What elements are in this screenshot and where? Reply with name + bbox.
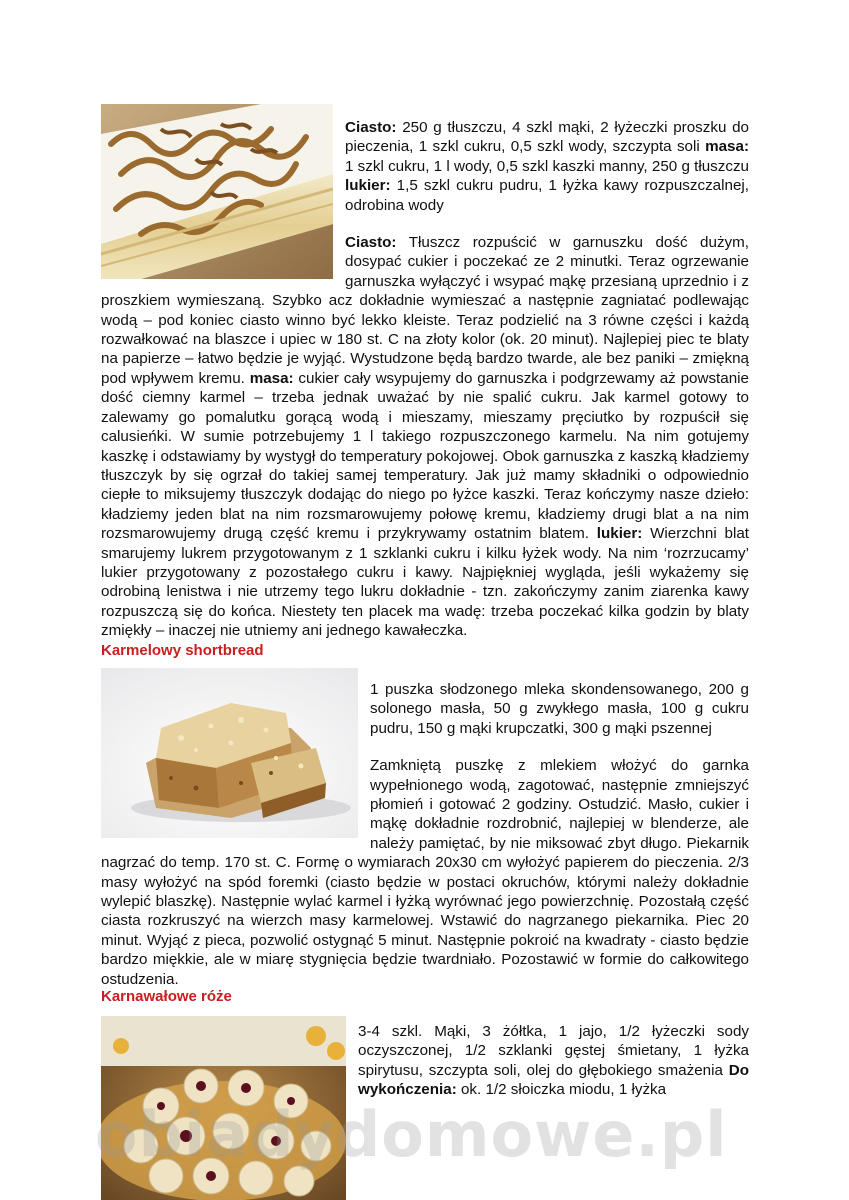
finish-label: Do wykończenia: [358, 1061, 749, 1099]
cake-photo [101, 104, 333, 279]
shortbread-ingredients: 1 puszka słodzonego mleka skondensowanego, 200 g solonego masła, 50 g zwykłego masła, 100 g cukru pudru, 150 g mąki krupczatki, 300 g mąki pszennej [370, 681, 749, 737]
masa-method-label: masa: [249, 369, 294, 387]
recipe-section-cake [101, 104, 749, 641]
ciasto-ingredients: 250 g tłuszczu, 4 szkl mąki, 2 łyżeczki proszku do pieczenia, 1 szkl cukru, 0,5 szkl wody, szczypta soli [345, 119, 749, 156]
ciasto-method-label: Ciasto: [345, 234, 397, 252]
recipe-section-shortbread [101, 668, 749, 989]
ciasto-method: Tłuszcz rozpuścić w garnuszku dość dużym, dosypać cukier i poczekać ze 2 minutki. Teraz ogrzewanie garnuszka wyłączyć i wsypać mąkę przesianą uprzednio i z proszkiem wymieszaną. Szybko acz dokładnie wymieszać a następnie zagniatać podlewając wodą – pod koniec ciasto winno być lekko kleiste. Teraz podzielić na 3 równe części i każdą rozwałkować na blaszce i upiec w 180 st. C na złoty kolor (ok. 20 minut). Najlepiej piec te blaty na papierze – łatwo będzie je wyjąć. Wystudzone będą bardzo twarde, ale bez paniki – zmiękną pod wpływem kremu. [101, 234, 749, 387]
shortbread-photo [101, 668, 358, 838]
recipe-title-roses: Karnawałowe róże [101, 988, 232, 1005]
lukier-label: lukier: [345, 177, 391, 195]
shortbread-method: Zamkniętą puszkę z mlekiem włożyć do garnka wypełnionego wodą, zagotować, następnie zmniejszyć płomień i gotować 2 godziny. Ostudzić. Masło, cukier i mąkę dokładnie rozdrobnić, najlepiej w blenderze, ale należy pamiętać, by nie miksować zbyt długo. Piekarnik nagrzać do temp. 170 st. C. Formę o wymiarach 20x30 cm wyłożyć papierem do pieczenia. 2/3 masy wyłożyć na spód foremki (ciasto będzie w postaci okruchów, którymi należy dokładnie wylepić blaszkę). Następnie wylać karmel i łyżką wyrównać jego powierzchnię. Pozostałą część ciasta rozkruszyć na wierzch masy karmelowej. Wstawić do nagrzanego piekarnika. Piec 20 minut. Wyjąć z pieca, pozwolić ostygnąć 5 minut. Następnie pokroić na kwadraty - ciasto będzie bardzo miękkie, ale w miarę stygnięcia będzie twardniało. Pozostawić w formie do całkowitego ostudzenia. [101, 757, 749, 988]
lukier-method: Wierzchni blat smarujemy lukrem przygotowanym z 1 szklanki cukru i kilku łyżek wody. Na nim ‘rozrzucamy’ lukier przygotowany z pozostałego cukru i kawy. Najpiękniej wygląda, jeśli wykażemy się odrobiną lenistwa i nie utrzemy tego lukru dokładnie - tzn. zakończymy zanim ziarenka kawy rozpuszczą się do końca. Niestety ten placek ma wadę: trzeba poczekać kilka godzin by blaty zmiękły – inaczej nie utniemy ani jednego kawałeczka. [101, 525, 749, 640]
roses-ingredients: 3-4 szkl. Mąki, 3 żółtka, 1 jajo, 1/2 łyżeczki sody oczyszczonej, 1/2 szklanki gęstej śmietany, 1 łyżka spirytusu, szczypta soli, olej do głębokiego smażenia [358, 1023, 749, 1079]
finish-ingredients: ok. 1/2 słoiczka miodu, 1 łyżka [456, 1081, 667, 1099]
masa-label: masa: [705, 138, 749, 156]
masa-ingredients: 1 szkl cukru, 1 l wody, 0,5 szkl kaszki manny, 250 g tłuszczu [345, 157, 749, 175]
lukier-ingredients: 1,5 szkl cukru pudru, 1 łyżka kawy rozpuszczalnej, odrobina wody [345, 177, 749, 214]
recipe-title-shortbread: Karmelowy shortbread [101, 642, 264, 659]
ciasto-label: Ciasto: [345, 119, 397, 136]
lukier-method-label: lukier: [596, 525, 643, 543]
site-watermark: obiadydomowe.pl [95, 1098, 728, 1171]
masa-method: cukier cały wsypujemy do garnuszka i podgrzewamy aż powstanie dość ciemny karmel – trzeba jednak uważać by nie spalić cukru. Jak karmel gotowy to zalewamy go pomalutku gorącą wodą i mieszamy, mieszamy pręciutko by rozpuścił się calusieńki. W sumie potrzebujemy 1 l takiego rozpuszczonego karmelu. Na nim gotujemy kaszkę i odstawiamy by wystygł do temperatury pokojowej. Obok garnuszka z kaszką kładziemy tłuszczyk by się ogrzał do takiej samej temperatury. Jak już mamy składniki o odpowiednio ciepłe to miksujemy tłuszczyk dodając do niego po łyżce kaszki. Teraz kończymy nasze dzieło: kładziemy jeden blat na nim rozsmarowujemy połowę kremu, kładziemy drugi blat a na nim rozsmarowujemy drugą część kremu i przykrywamy ostatnim blatem. [101, 369, 749, 543]
